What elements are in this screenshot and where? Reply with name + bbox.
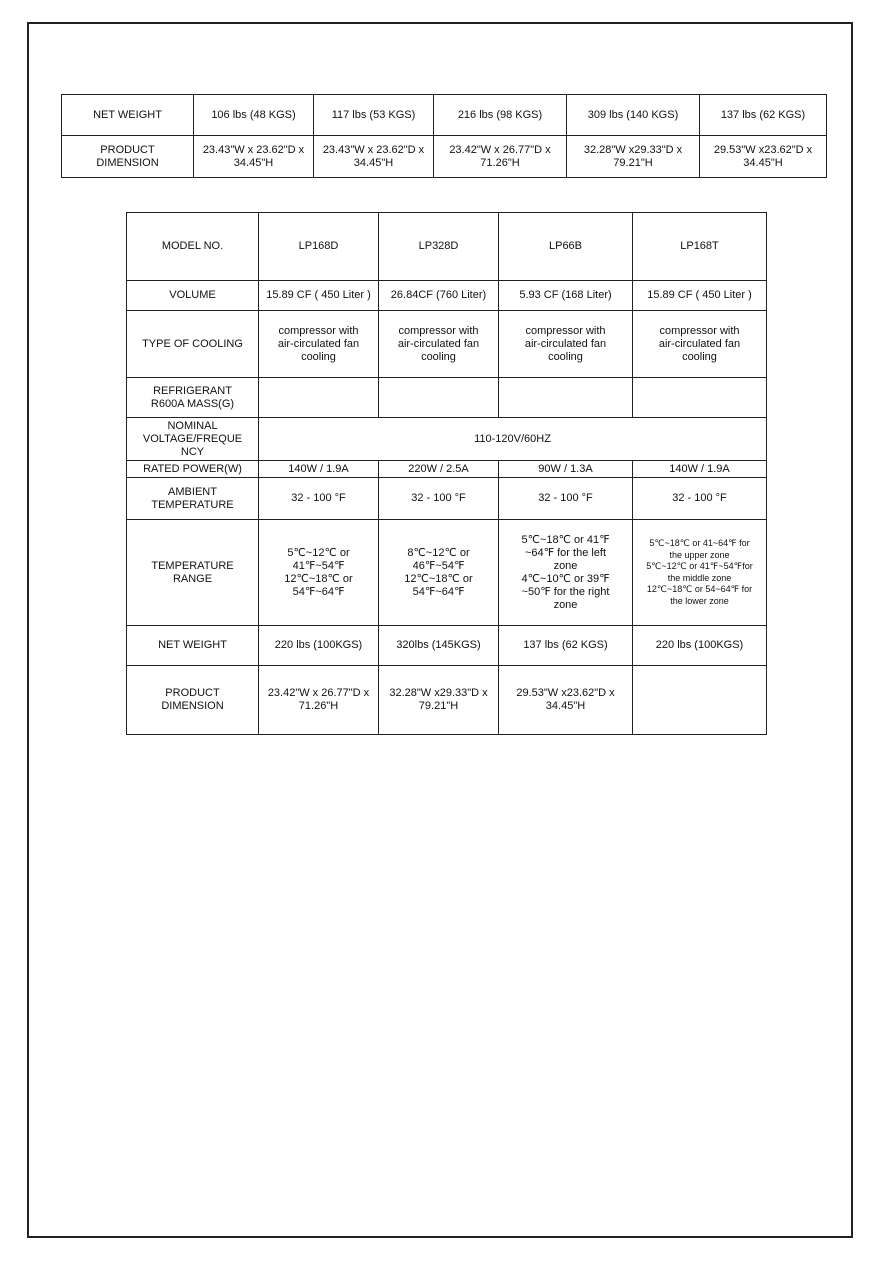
table-row: [127, 281, 767, 311]
table-cell: compressor with air-circulated fan cooling: [259, 311, 379, 378]
table-cell: 137 lbs (62 KGS): [499, 626, 633, 666]
model-no-label: MODEL NO.: [127, 213, 259, 281]
table-row: [62, 95, 827, 136]
table-cell: 29.53"W x23.62"D x 34.45"H: [700, 136, 827, 178]
model-cell: LP66B: [499, 213, 633, 281]
table-cell: 220W / 2.5A: [379, 461, 499, 478]
table-cell: 23.42"W x 26.77"D x 71.26"H: [259, 666, 379, 735]
ambient-temperature-label: AMBIENT TEMPERATURE: [127, 478, 259, 520]
table-cell: 32.28"W x29.33"D x 79.21"H: [379, 666, 499, 735]
voltage-value: 110-120V/60HZ: [259, 418, 767, 461]
refrigerant-label: REFRIGERANT R600A MASS(G): [127, 378, 259, 418]
table-cell: 220 lbs (100KGS): [633, 626, 767, 666]
table-row: [127, 478, 767, 520]
table-cell: [379, 378, 499, 418]
table-cell: 5℃~18℃ or 41℉ ~64℉ for the left zone 4℃~10℃ or 39℉ ~50℉ for the right zone: [499, 520, 633, 626]
table-cell: 5.93 CF (168 Liter): [499, 281, 633, 311]
table-cell: 220 lbs (100KGS): [259, 626, 379, 666]
table-cell: 5℃~12℃ or 41℉~54℉ 12℃~18℃ or 54℉~64℉: [259, 520, 379, 626]
table-row: [127, 311, 767, 378]
table-cell: 26.84CF (760 Liter): [379, 281, 499, 311]
table-cell: 137 lbs (62 KGS): [700, 95, 827, 136]
table-cell: 140W / 1.9A: [259, 461, 379, 478]
model-cell: LP168D: [259, 213, 379, 281]
table-cell: 23.42"W x 26.77"D x 71.26"H: [434, 136, 567, 178]
table-cell: [499, 378, 633, 418]
table-cell: 32 - 100 °F: [499, 478, 633, 520]
net-weight-label: NET WEIGHT: [127, 626, 259, 666]
cooling-type-label: TYPE OF COOLING: [127, 311, 259, 378]
table-row: [62, 136, 827, 178]
model-spec-table: [126, 212, 767, 735]
table-row: [127, 666, 767, 735]
table-cell: compressor with air-circulated fan cooling: [379, 311, 499, 378]
table-row: [127, 378, 767, 418]
table-row: [127, 626, 767, 666]
table-row: [127, 520, 767, 626]
table-cell: 117 lbs (53 KGS): [314, 95, 434, 136]
table-cell: 32 - 100 °F: [259, 478, 379, 520]
table-cell: compressor with air-circulated fan cooling: [499, 311, 633, 378]
table-cell: 320lbs (145KGS): [379, 626, 499, 666]
volume-label: VOLUME: [127, 281, 259, 311]
voltage-label: NOMINAL VOLTAGE/FREQUE NCY: [127, 418, 259, 461]
table-cell: compressor with air-circulated fan cooling: [633, 311, 767, 378]
table-cell: 29.53"W x23.62"D x 34.45"H: [499, 666, 633, 735]
table-cell: 8℃~12℃ or 46℉~54℉ 12℃~18℃ or 54℉~64℉: [379, 520, 499, 626]
table-cell: 216 lbs (98 KGS): [434, 95, 567, 136]
table-cell: 5℃~18℃ or 41~64℉ for the upper zone 5℃~12℃ or 41℉~54℉for the middle zone 12℃~18℃ or 54~64℉ for the lower zone: [633, 520, 767, 626]
rated-power-label: RATED POWER(W): [127, 461, 259, 478]
top-spec-table: [61, 94, 827, 178]
table-cell: [633, 666, 767, 735]
model-cell: LP168T: [633, 213, 767, 281]
net-weight-label: NET WEIGHT: [62, 95, 194, 136]
table-row: [127, 461, 767, 478]
table-row: [127, 418, 767, 461]
table-cell: 140W / 1.9A: [633, 461, 767, 478]
product-dimension-label: PRODUCT DIMENSION: [127, 666, 259, 735]
table-cell: 23.43"W x 23.62"D x 34.45"H: [314, 136, 434, 178]
table-cell: 90W / 1.3A: [499, 461, 633, 478]
table-cell: 15.89 CF ( 450 Liter ): [633, 281, 767, 311]
table-cell: 106 lbs (48 KGS): [194, 95, 314, 136]
table-cell: 32 - 100 °F: [633, 478, 767, 520]
table-cell: 32.28"W x29.33"D x 79.21"H: [567, 136, 700, 178]
product-dimension-label: PRODUCT DIMENSION: [62, 136, 194, 178]
table-cell: 309 lbs (140 KGS): [567, 95, 700, 136]
table-cell: [633, 378, 767, 418]
table-cell: 23.43"W x 23.62"D x 34.45"H: [194, 136, 314, 178]
table-cell: 15.89 CF ( 450 Liter ): [259, 281, 379, 311]
table-row: [127, 213, 767, 281]
temperature-range-label: TEMPERATURE RANGE: [127, 520, 259, 626]
model-cell: LP328D: [379, 213, 499, 281]
table-cell: [259, 378, 379, 418]
table-cell: 32 - 100 °F: [379, 478, 499, 520]
